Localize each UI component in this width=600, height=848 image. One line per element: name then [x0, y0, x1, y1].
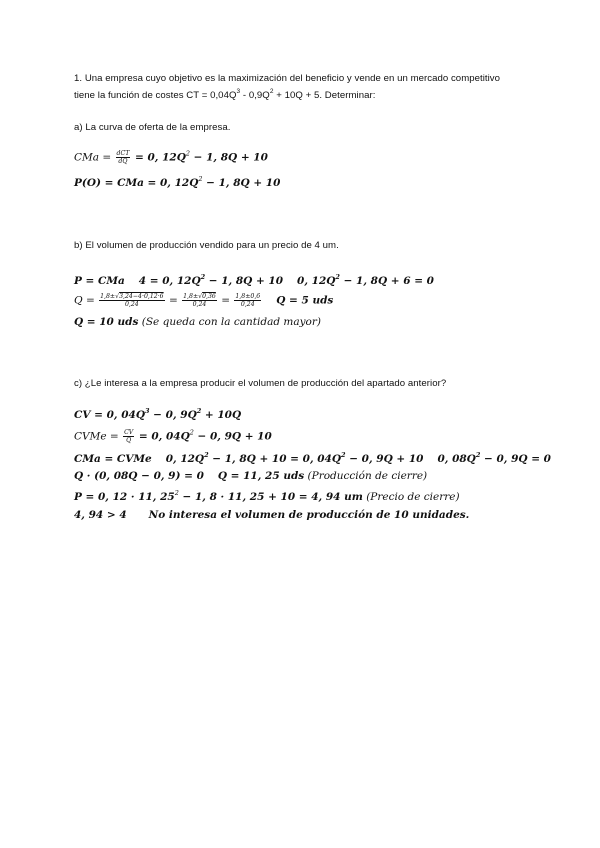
part-b-equation-3 [74, 316, 321, 328]
equation-text: + 10Q [201, 409, 242, 421]
fraction-denominator: Q [126, 437, 132, 444]
exponent: 2 [189, 428, 194, 437]
equation-text: − 0, 9Q + 10 [193, 430, 272, 443]
fraction-cv-q [123, 429, 134, 444]
exponent: 2 [204, 451, 209, 459]
equation-text: P = 0, 12 · 11, 25 [74, 491, 175, 503]
fraction-denominator: 0,24 [240, 301, 255, 308]
equation-text: CMa = CVMe [74, 453, 152, 465]
exponent: 3 [145, 407, 150, 415]
part-a-equation-2 [74, 177, 280, 189]
numerator-text: 1,8± [183, 293, 199, 300]
equation-note: (Producción de cierre) [304, 470, 428, 482]
equation-text: = 0, 04Q [135, 430, 190, 443]
cost-function-text-a: tiene la función de costes CT = 0,04Q [74, 90, 237, 101]
exponent: 2 [196, 407, 202, 415]
equation-text: − 1, 8Q + 6 = 0 [339, 275, 434, 287]
equation-text: − 0, 9Q [149, 409, 197, 421]
part-c-equation-2 [74, 429, 272, 444]
equation-text: − 0, 9Q = 0 [480, 453, 551, 465]
result-q-5: Q = 5 uds [276, 294, 334, 307]
fraction-dct-dq [116, 150, 131, 165]
problem-statement-line-2 [74, 90, 375, 101]
part-c-equation-3 [74, 453, 551, 465]
problem-statement-line-1: 1. Una empresa cuyo objetivo es la maximización del beneficio y vende en un mercado competitivo [74, 73, 501, 84]
quadratic-formula-fraction [99, 293, 165, 308]
fraction-numerator: CV [124, 429, 134, 436]
exponent: 2 [475, 451, 481, 459]
equation-text: CMa = [74, 151, 115, 164]
equation-text: CV = 0, 04Q [74, 409, 145, 421]
exponent: 2 [335, 273, 340, 281]
result-q-10: Q = 10 uds [74, 316, 139, 328]
sqrt-radicand: 3,24−4·0,12·6 [119, 293, 164, 300]
equation-text: CVMe = [74, 430, 123, 443]
exponent: 3 [236, 88, 241, 95]
closing-price: − 1, 8 · 11, 25 + 10 = 4, 94 um [178, 491, 363, 503]
equation-text: Q · (0, 08Q − 0, 9) = 0 [74, 470, 204, 482]
equation-text: − 1, 8Q + 10 = 0, 04Q [208, 453, 342, 465]
equation-text: P = CMa [74, 275, 125, 287]
part-c-equation-6 [74, 509, 469, 521]
fraction-numerator: dCT [116, 150, 130, 157]
comparison: 4, 94 > 4 [74, 509, 127, 521]
exponent: 2 [198, 175, 203, 183]
equation-text: − 1, 8Q + 10 [205, 275, 284, 287]
part-c-equation-1 [74, 409, 241, 421]
part-c-equation-4 [74, 470, 427, 482]
sqrt-radicand: 0,36 [202, 293, 216, 300]
final-fraction [234, 293, 261, 308]
exponent: 2 [200, 273, 206, 281]
equation-text: − 1, 8Q + 10 [189, 151, 268, 164]
equation-text: − 1, 8Q + 10 [202, 177, 281, 189]
fraction-numerator: 1,8±√0,36 [183, 293, 216, 300]
equation-text: 0, 12Q [297, 275, 336, 287]
equation-text: − 0, 9Q + 10 [345, 453, 424, 465]
equation-text: 0, 12Q [165, 453, 205, 465]
equation-note: (Precio de cierre) [362, 491, 460, 503]
fraction-numerator: 1,8±0,6 [235, 293, 261, 300]
part-b-equation-1 [74, 275, 434, 287]
part-b-equation-2 [74, 293, 333, 308]
simplified-fraction [182, 293, 217, 308]
exponent: 2 [269, 88, 274, 95]
exponent: 2 [341, 451, 346, 459]
equation-text: 0, 08Q [437, 453, 476, 465]
fraction-numerator: 1,8±√3,24−4·0,12·6 [100, 293, 164, 300]
exponent: 2 [174, 489, 179, 497]
closing-quantity: Q = 11, 25 uds [217, 470, 305, 482]
exponent: 2 [185, 149, 190, 158]
part-a-heading: a) La curva de oferta de la empresa. [74, 122, 231, 133]
part-c-heading: c) ¿Le interesa a la empresa producir el volumen de producción del apartado anterior? [74, 378, 447, 389]
numerator-text: 1,8± [100, 293, 116, 300]
part-a-equation-1 [74, 150, 268, 165]
part-c-equation-5 [74, 491, 460, 503]
conclusion: No interesa el volumen de producción de 10 unidades. [148, 509, 470, 521]
equation-text: 4 = 0, 12Q [138, 275, 201, 287]
part-b-heading: b) El volumen de producción vendido para un precio de 4 um. [74, 240, 339, 251]
equation-note: (Se queda con la cantidad mayor) [138, 316, 321, 328]
cost-function-text-b: - 0,9Q [240, 90, 270, 101]
fraction-denominator: dQ [118, 158, 128, 165]
equation-text: Q = [74, 294, 99, 307]
equation-text: P(O) = CMa = 0, 12Q [74, 177, 199, 189]
equation-text: = [217, 294, 234, 307]
equation-text: = [165, 294, 182, 307]
cost-function-text-c: + 10Q + 5. Determinar: [273, 90, 376, 101]
fraction-denominator: 0,24 [124, 301, 139, 308]
equation-text: = 0, 12Q [131, 151, 186, 164]
fraction-denominator: 0,24 [192, 301, 207, 308]
